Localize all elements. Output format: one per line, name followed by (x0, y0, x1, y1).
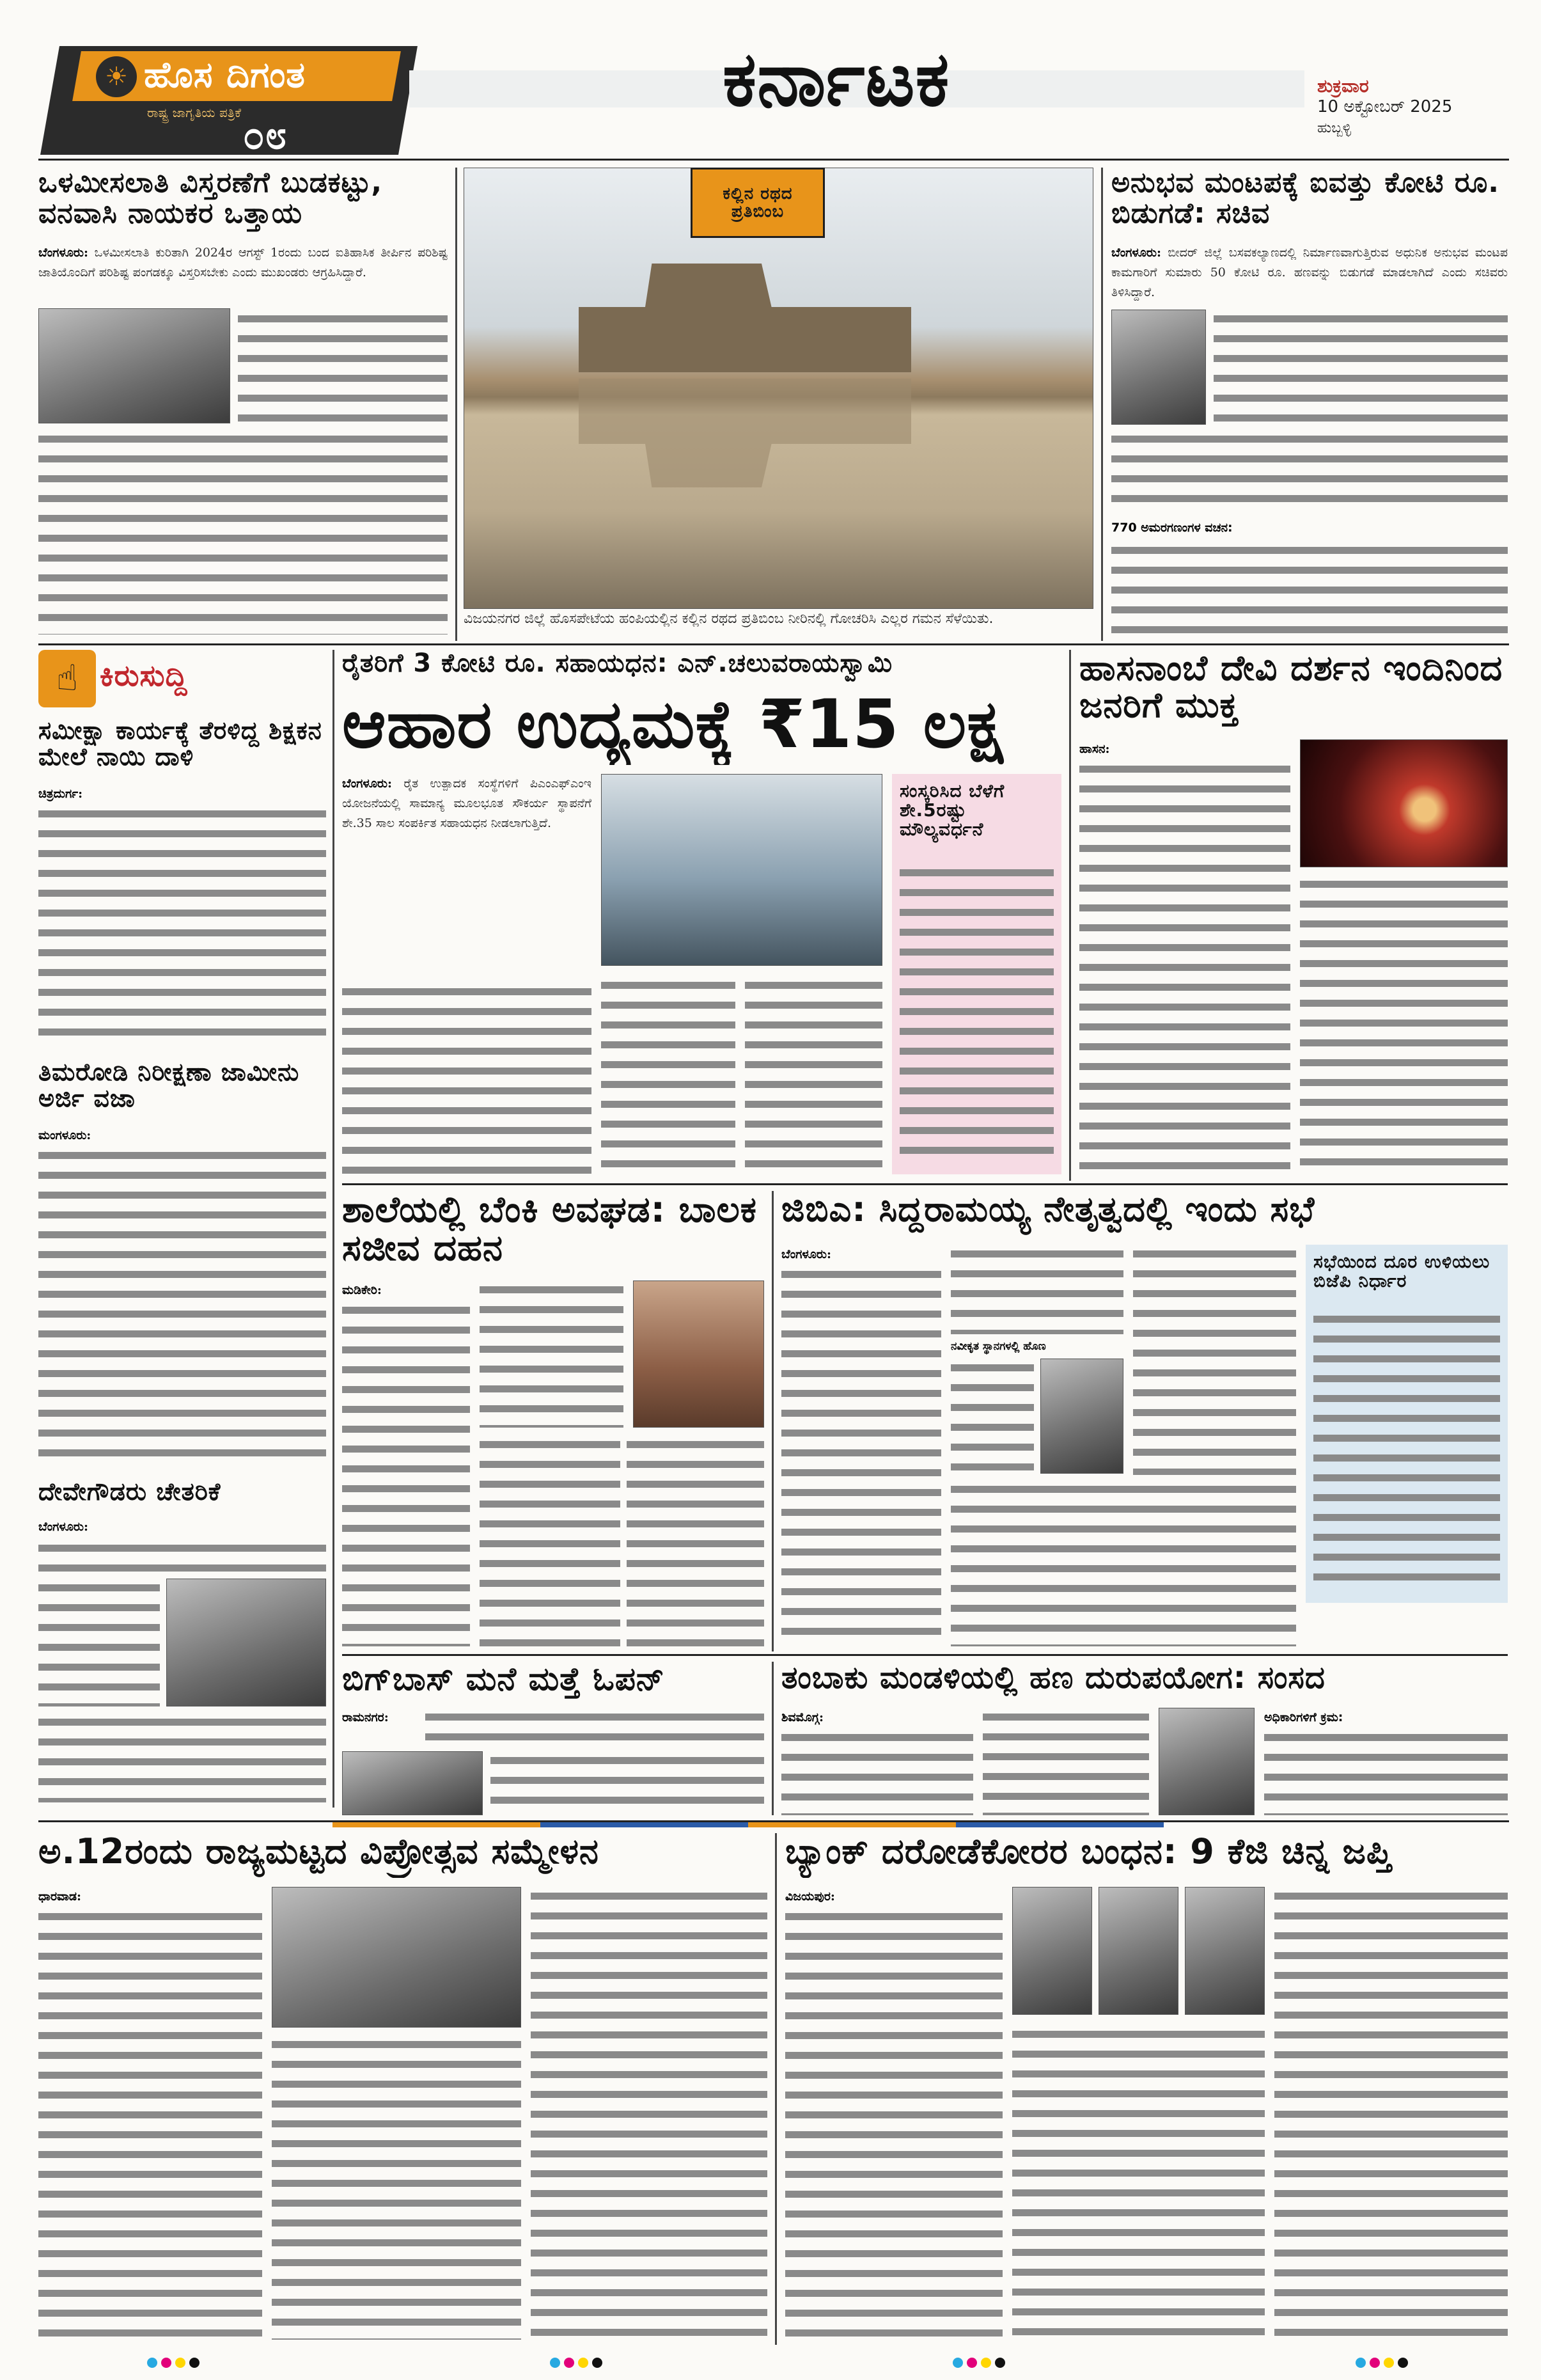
brief-dateline: ಚಿತ್ರದುರ್ಗ: (38, 787, 83, 801)
print-mark-black (995, 2358, 1005, 2368)
viprotsava-photo (272, 1887, 521, 2028)
cm-portrait (1040, 1359, 1123, 1474)
section-rule (38, 643, 1509, 645)
accused-photo-3 (1185, 1887, 1265, 2015)
story-body-text (627, 1435, 764, 1646)
print-mark-magenta (967, 2358, 977, 2368)
brand-icon: ☀ (96, 56, 137, 97)
story-hasanamba (1079, 650, 1508, 1181)
hasanamba-photo (1300, 739, 1508, 867)
story-headline: ಬ್ಯಾಂಕ್ ದರೋಡೆಕೋರರ ಬಂಧನ: 9 ಕೆಜಿ ಚಿನ್ನ ಜಪ್ತಿ (785, 1833, 1393, 1872)
print-mark-black (1398, 2358, 1408, 2368)
story-body-text (1274, 1887, 1508, 2340)
story-body-text (1214, 310, 1508, 422)
brief-title: ಸಮೀಕ್ಷಾ ಕಾರ್ಯಕ್ಕೆ ತೆರಳಿದ್ದ ಶಿಕ್ಷಕನ ಮೇಲೆ ನಾಯಿ ದಾಳಿ (38, 718, 322, 771)
print-mark-black (592, 2358, 602, 2368)
story-headline: ಬಿಗ್‌ಬಾಸ್ ಮನೆ ಮತ್ತೆ ಓಪನ್ (342, 1662, 665, 1698)
boy-photo (633, 1281, 764, 1428)
story-body-text-lower (38, 430, 448, 634)
brief-body (38, 1579, 160, 1706)
masthead (0, 0, 1541, 160)
story-photo-group (38, 308, 230, 423)
brief-dateline: ಮಂಗಳೂರು: (38, 1128, 91, 1142)
story-body-text (1133, 1245, 1296, 1475)
brief-body (38, 1713, 326, 1802)
story-bigboss (342, 1662, 764, 1815)
story-dateline: ಮಡಿಕೇರಿ: (342, 1283, 382, 1297)
print-mark-cyan (147, 2358, 157, 2368)
story-body-text (480, 1435, 620, 1646)
story-headline: ಹಾಸನಾಂಬೆ ದೇವಿ ದರ್ಶನ ಇಂದಿನಿಂದ ಜನರಿಗೆ ಮುಕ್ತ (1079, 650, 1503, 726)
pink-sidebar (892, 774, 1061, 1174)
print-mark-yellow (578, 2358, 588, 2368)
story-body-text (342, 982, 591, 1174)
section-rule (342, 1654, 1508, 1656)
story-dateline: ಹಾಸನ: (1079, 742, 1110, 756)
story-headline: ತಂಬಾಕು ಮಂಡಳಿಯಲ್ಲಿ ಹಣ ದುರುಪಯೋಗ: ಸಂಸದ (781, 1662, 1326, 1696)
story-olameesalati (38, 168, 448, 641)
story-body-text (983, 1708, 1149, 1815)
section-rule (342, 1183, 1508, 1185)
story-bank (785, 1833, 1508, 2345)
story-body-text (785, 1907, 1003, 2340)
print-mark-yellow (1384, 2358, 1394, 2368)
story-lead (38, 243, 448, 307)
story-body-text (781, 1265, 941, 1646)
story-body-text (951, 1359, 1034, 1474)
print-mark-cyan (953, 2358, 963, 2368)
story-body-text (425, 1708, 764, 1747)
story-subhead: ನವೀಕೃತ ಸ್ಥಾನಗಳಲ್ಲಿ ಹೊಣ (951, 1340, 1046, 1353)
brand-name: ಹೊಸ ದಿಗಂತ (144, 56, 306, 96)
brand-tagline: ರಾಷ್ಟ್ರ ಜಾಗೃತಿಯ ಪತ್ರಿಕೆ (147, 105, 242, 120)
story-lead (1111, 243, 1508, 307)
pink-sidebar-title: ಸಂಸ್ಕರಿಸಿದ ಬೆಳೆಗೆ ಶೇ.5ರಷ್ಟು ಮೌಲ್ಯವರ್ಧನೆ (900, 780, 1005, 840)
story-body-text (38, 1907, 262, 2340)
story-dateline: ಬೆಂಗಳೂರು: (342, 776, 392, 791)
story-anubhava (1111, 168, 1508, 641)
story-headline: ಅ.12ರಂದು ರಾಜ್ಯಮಟ್ಟದ ವಿಪ್ರೋತ್ಸವ ಸಮ್ಮೇಳನ (38, 1833, 599, 1872)
print-mark-magenta (161, 2358, 171, 2368)
story-dateline: ಬೆಂಗಳೂರು: (38, 246, 88, 260)
bjp-sidebar-body (1313, 1310, 1500, 1591)
story-lead (342, 774, 591, 979)
column-rule (1101, 168, 1103, 641)
column-rule (332, 650, 334, 1808)
story-body-text (531, 1887, 767, 2340)
story-lead-text: ಒಳಮೀಸಲಾತಿ ಕುರಿತಾಗಿ 2024ರ ಆಗಸ್ಟ್ 1ರಂದು ಬಂದ ಐತಿಹಾಸಿಕ ತೀರ್ಪಿನ ಪರಿಶಿಷ್ಟ ಜಾತಿಯೊಂದಿಗೆ ಪರಿಶಿಷ್ಟ ಪಂಗಡಕ್ಕೂ ವಿಸ್ತರಿಸಬೇಕು ಎಂದು ಮುಖಂಡರು ಆಗ್ರಹಿಸಿದ್ದಾರೆ. (38, 246, 448, 280)
story-body-text-lower (1111, 430, 1508, 513)
kirusuddi-hand-icon: ☝ (38, 650, 96, 707)
story-lead-text: ರೈತ ಉತ್ಪಾದಕ ಸಂಸ್ಥೆಗಳಿಗೆ ಪಿಎಂಎಫ್‌ಎಂಇ ಯೋಜನೆಯಲ್ಲಿ ಸಾಮಾನ್ಯ ಮೂಲಭೂತ ಸೌಕರ್ಯ ಸ್ಥಾಪನೆಗೆ ಶೇ.35 ಸಾಲ ಸಂಪರ್ಕಿತ ಸಹಾಯಧನ ನೀಡಲಾಗುತ್ತಿದೆ. (342, 776, 591, 830)
devegowda-photo (166, 1579, 326, 1706)
story-dateline: ಶಿವಮೊಗ್ಗ: (781, 1710, 824, 1724)
print-mark-magenta (564, 2358, 574, 2368)
kirusuddi-label: ಕಿರುಸುದ್ದಿ (100, 660, 188, 693)
accused-photo-1 (1012, 1887, 1092, 2015)
story-dateline: ರಾಮನಗರ: (342, 1710, 389, 1724)
print-mark-cyan (550, 2358, 560, 2368)
story-body-text (342, 1301, 470, 1646)
brief-body (38, 805, 326, 1048)
bjp-sidebar (1306, 1245, 1508, 1603)
column-rule (772, 1191, 774, 1651)
print-mark-cyan (1356, 2358, 1366, 2368)
brief-column (38, 650, 326, 1808)
print-marks (0, 2354, 1541, 2373)
brief-body (38, 1146, 326, 1466)
story-tambaku (781, 1662, 1508, 1815)
story-body-text (490, 1751, 764, 1815)
event-photo (601, 774, 882, 966)
story-dateline: ಧಾರವಾಡ: (38, 1889, 82, 1903)
bjp-sidebar-title: ಸಭೆಯಿಂದ ದೂರ ಉಳಿಯಲು ಬಿಜೆಪಿ ನಿರ್ಧಾರ (1313, 1251, 1490, 1292)
story-body-text (745, 976, 882, 1174)
story-viprotsava (38, 1833, 767, 2345)
story-body-text (272, 2035, 521, 2340)
story-headline: ಆಹಾರ ಉದ್ಯಮಕ್ಕೆ ₹15 ಲಕ್ಷ (342, 688, 1004, 763)
masthead-rule (38, 159, 1509, 161)
story-kicker: ರೈತರಿಗೆ 3 ಕೋಟಿ ರೂ. ಸಹಾಯಧನ: ಎನ್.ಚಲುವರಾಯಸ್ವಾಮಿ (342, 650, 893, 678)
page-number: ೦೮ (243, 115, 288, 158)
story-body-text (1012, 2025, 1265, 2340)
story-subhead: ಅಧಿಕಾರಿಗಳಿಗೆ ಕ್ರಮ: (1264, 1710, 1343, 1724)
column-rule (775, 1833, 777, 2345)
brief-title: ತಿಮರೋಡಿ ನಿರೀಕ್ಷಣಾ ಜಾಮೀನು ಅರ್ಜಿ ವಜಾ (38, 1059, 300, 1113)
print-mark-yellow (175, 2358, 185, 2368)
story-body-text (951, 1480, 1296, 1646)
story-body-text (480, 1281, 623, 1428)
story-headline: ಅನುಭವ ಮಂಟಪಕ್ಕೆ ಐವತ್ತು ಕೋಟಿ ರೂ. ಬಿಡುಗಡೆ: ಸಚಿವ (1111, 168, 1499, 230)
story-body-text (1300, 875, 1508, 1176)
story-lead-text: ಬೀದರ್ ಜಿಲ್ಲೆ ಬಸವಕಲ್ಯಾಣದಲ್ಲಿ ನಿರ್ಮಾಣವಾಗುತ್ತಿರುವ ಅಧುನಿಕ ಅನುಭವ ಮಂಟಪ ಕಾಮಗಾರಿಗೆ ಸುಮಾರು 50 ಕೋಟಿ ರೂ. ಹಣವನ್ನು ಬಿಡುಗಡೆ ಮಾಡಲಾಗಿದೆ ಎಂದು ಸಚಿವರು ತಿಳಿಸಿದ್ದಾರೆ. (1111, 246, 1508, 299)
story-shaale (342, 1191, 764, 1651)
brief-dateline: ಬೆಂಗಳೂರು: (38, 1520, 88, 1534)
story-body-text (1079, 760, 1290, 1176)
story-body-text-end (1111, 541, 1508, 637)
mp-portrait (1159, 1708, 1255, 1815)
story-subhead: 770 ಅಮರಗಣಂಗಳ ವಚನ: (1111, 521, 1233, 535)
minister-portrait (1111, 310, 1206, 425)
story-body-text (951, 1245, 1123, 1334)
section-title: ಕರ್ನಾಟಕ (723, 38, 950, 123)
story-body-text (238, 310, 448, 422)
feature-hampi (464, 168, 1093, 641)
brief-body (38, 1539, 326, 1577)
accused-photo-2 (1099, 1887, 1178, 2015)
story-dateline: ಬೆಂಗಳೂರು: (781, 1247, 831, 1261)
story-dateline: ವಿಜಯಪುರ: (785, 1889, 835, 1903)
pink-sidebar-body (900, 863, 1054, 1164)
column-rule (455, 168, 457, 641)
story-dateline: ಬೆಂಗಳೂರು: (1111, 246, 1161, 260)
story-aahara (342, 650, 1061, 1181)
brief-title: ದೇವೇಗೌಡರು ಚೇತರಿಕೆ (38, 1479, 221, 1506)
hampi-caption: ವಿಜಯನಗರ ಜಿಲ್ಲೆ ಹೊಸಪೇಟೆಯ ಹಂಪಿಯಲ್ಲಿನ ಕಲ್ಲಿನ ರಥದ ಪ್ರತಿಬಿಂಬ ನೀರಿನಲ್ಲಿ ಗೋಚರಿಸಿ ಎಲ್ಲರ ಗಮನ ಸೆಳೆಯಿತು. (464, 611, 994, 627)
story-headline: ಜಿಬಿಎ: ಸಿದ್ದರಾಮಯ್ಯ ನೇತೃತ್ವದಲ್ಲಿ ಇಂದು ಸಭೆ (781, 1191, 1315, 1229)
issue-city: ಹುಬ್ಬಳ್ಳಿ (1317, 120, 1352, 136)
story-body-text (781, 1728, 973, 1815)
print-mark-magenta (1370, 2358, 1380, 2368)
issue-date: 10 ಅಕ್ಟೋಬರ್ 2025 (1317, 97, 1453, 116)
story-body-text (1264, 1728, 1508, 1815)
story-jbm (781, 1191, 1508, 1651)
column-rule (1069, 650, 1071, 1181)
color-strip (332, 1822, 1164, 1827)
column-rule (772, 1662, 774, 1815)
print-mark-yellow (981, 2358, 991, 2368)
issue-day: ಶುಕ್ರವಾರ (1317, 75, 1369, 97)
story-body-text (601, 976, 735, 1174)
hampi-kicker: ಕಲ್ಲಿನ ರಥದ ಪ್ರತಿಬಿಂಬ (691, 168, 825, 238)
bigboss-photo (342, 1751, 483, 1815)
story-headline: ಒಳಮೀಸಲಾತಿ ವಿಸ್ತರಣೆಗೆ ಬುಡಕಟ್ಟು, ವನವಾಸಿ ನಾಯಕರ ಒತ್ತಾಯ (38, 168, 383, 230)
story-headline: ಶಾಲೆಯಲ್ಲಿ ಬೆಂಕಿ ಅವಘಡ: ಬಾಲಕ ಸಜೀವ ದಹನ (342, 1191, 757, 1270)
print-mark-black (189, 2358, 199, 2368)
